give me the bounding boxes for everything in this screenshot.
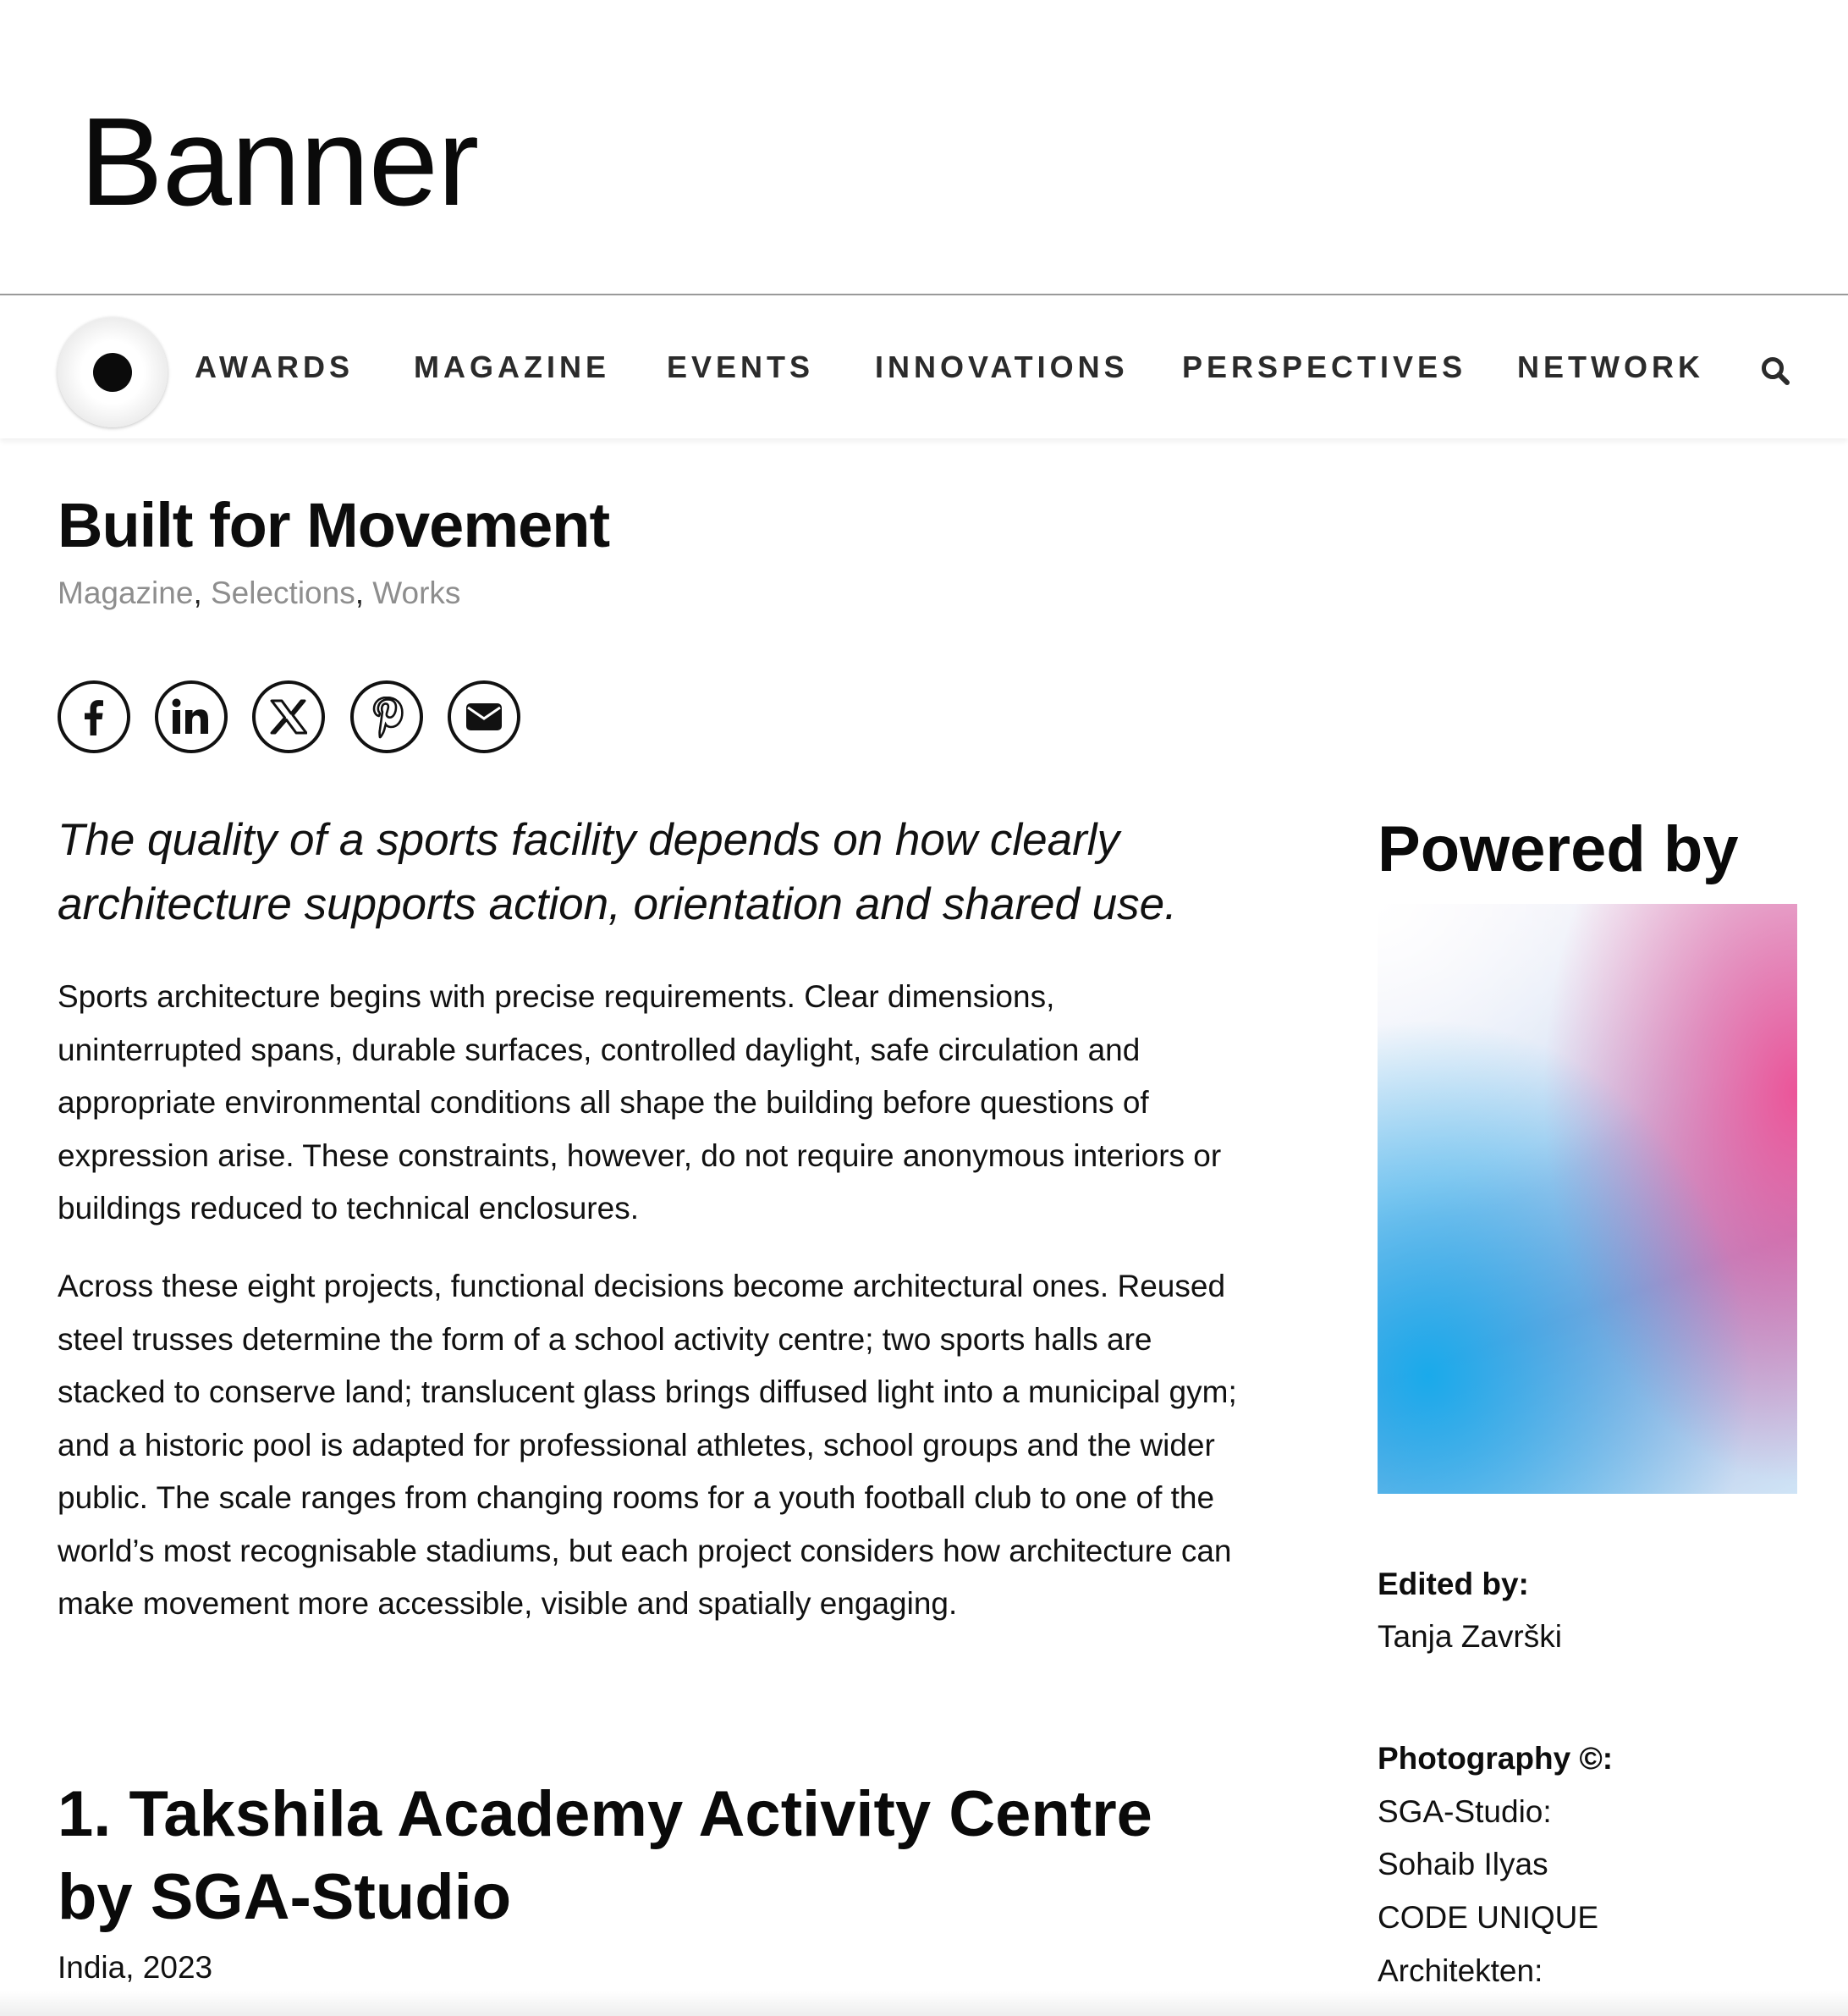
- sponsor-ad[interactable]: [1378, 904, 1797, 1494]
- banner-text: Banner: [80, 92, 479, 232]
- powered-by-heading: Powered by: [1378, 813, 1739, 885]
- category-link-selections[interactable]: Selections: [211, 576, 355, 610]
- photography-credit: CODE UNIQUE: [1378, 1900, 1599, 1935]
- section-heading: 1. Takshila Academy Activity Centre by SGA-Studio: [58, 1778, 1152, 1933]
- article-paragraph: Sports architecture begins with precise requirements. Clear dimensions, uninterrupted spans, durable surfaces, controlled daylight, safe circulation and appropriate environmental conditions all shape the building before questions of expression arise. These constraints, however, do not require anonymous interiors or buildings reduced to technical enclosures.: [58, 979, 1222, 1226]
- share-x-button[interactable]: [252, 680, 325, 753]
- logo[interactable]: [58, 317, 168, 427]
- main-nav: [0, 296, 1848, 438]
- photography-label: Photography ©:: [1378, 1741, 1614, 1776]
- nav-item-awards[interactable]: AWARDS: [195, 350, 355, 384]
- bottom-edge: [0, 1991, 1848, 2016]
- category-separator: ,: [193, 576, 202, 610]
- photography-credit: Architekten:: [1378, 1953, 1543, 1988]
- article-title: Built for Movement: [58, 490, 610, 560]
- facebook-icon: [77, 697, 111, 737]
- editor-name: Tanja Završki: [1378, 1619, 1562, 1654]
- nav-item-network[interactable]: NETWORK: [1517, 350, 1704, 384]
- article-paragraph: Across these eight projects, functional decisions become architectural ones. Reused steel trusses determine the form of a school activity centre; two sports halls are stacked to conserve land; translucent glass brings diffused light into a municipal gym; and a historic pool is adapted for professional athletes, school groups and the wider public. The scale ranges from changing rooms for a youth football club to one of the world’s most recognisable stadiums, but each project considers how architecture can make movement more accessible, visible and spatially engaging.: [58, 1269, 1237, 1621]
- nav-item-events[interactable]: EVENTS: [667, 350, 815, 384]
- article-lead: The quality of a sports facility depends on how clearly architecture supports action, orientation and shared use.: [58, 815, 1177, 929]
- category-link-works[interactable]: Works: [372, 576, 461, 610]
- photography-credit: SGA-Studio:: [1378, 1794, 1552, 1829]
- search-icon[interactable]: [1760, 355, 1790, 386]
- pinterest-icon: [370, 695, 404, 739]
- category-link-magazine[interactable]: Magazine: [58, 576, 194, 610]
- photography-credit: Sohaib Ilyas: [1378, 1847, 1548, 1881]
- section-meta: India, 2023: [58, 1950, 213, 1985]
- logo-dot: [93, 353, 132, 392]
- email-icon: [465, 702, 503, 731]
- category-separator: ,: [355, 576, 364, 610]
- linkedin-icon: [170, 697, 212, 736]
- nav-item-innovations[interactable]: INNOVATIONS: [875, 350, 1129, 384]
- category-list: [58, 574, 460, 613]
- banner: [0, 0, 1848, 295]
- share-facebook-button[interactable]: [58, 680, 130, 753]
- x-icon: [270, 699, 307, 735]
- nav-item-perspectives[interactable]: PERSPECTIVES: [1182, 350, 1467, 384]
- share-email-button[interactable]: [448, 680, 520, 753]
- edited-by-label: Edited by:: [1378, 1567, 1529, 1601]
- share-linkedin-button[interactable]: [155, 680, 228, 753]
- share-pinterest-button[interactable]: [350, 680, 423, 753]
- nav-item-magazine[interactable]: MAGAZINE: [414, 350, 610, 384]
